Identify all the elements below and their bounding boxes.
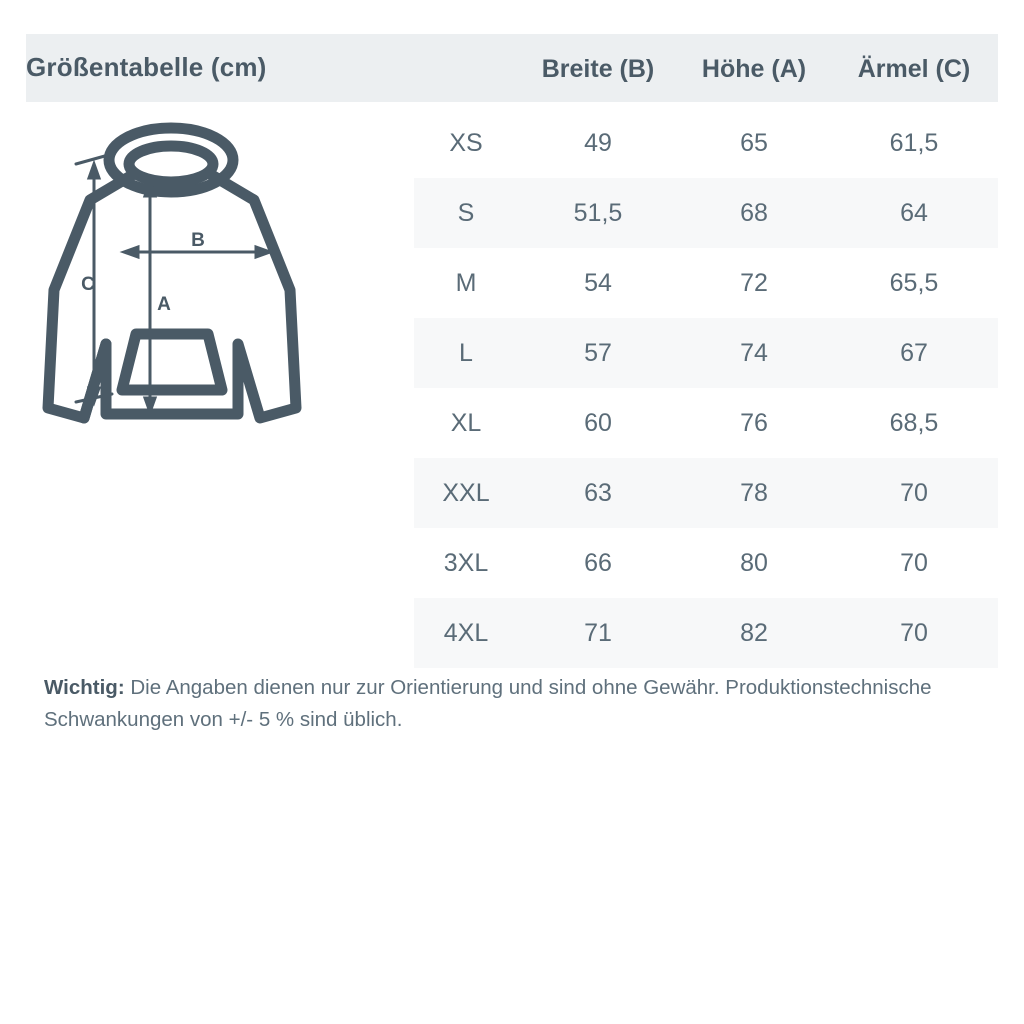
- cell-sleeve: 64: [900, 198, 928, 227]
- cell-width: 63: [584, 478, 612, 507]
- column-header-height: Höhe (A): [701, 54, 807, 83]
- page-title: Größentabelle (cm): [26, 52, 267, 82]
- cell-width: 60: [584, 408, 612, 437]
- table-row: [414, 458, 998, 528]
- cell-size: XL: [450, 408, 482, 437]
- disclaimer-note: [44, 672, 1004, 736]
- cell-sleeve: 70: [900, 618, 928, 647]
- cell-sleeve: 70: [900, 548, 928, 577]
- cell-height: 68: [740, 198, 768, 227]
- cell-width: 51,5: [573, 198, 623, 227]
- cell-sleeve: 61,5: [889, 128, 939, 157]
- cell-height: 65: [740, 128, 768, 157]
- disclaimer-label: Wichtig:: [44, 676, 125, 699]
- cell-width: 54: [584, 268, 612, 297]
- column-headers: [414, 52, 998, 86]
- cell-sleeve: 67: [900, 338, 928, 367]
- size-table: [414, 108, 998, 668]
- label-b: B: [191, 230, 205, 251]
- table-row: [414, 598, 998, 668]
- hoodie-illustration: [26, 112, 414, 462]
- cell-height: 76: [740, 408, 768, 437]
- cell-sleeve: 65,5: [889, 268, 939, 297]
- cell-size: M: [455, 268, 477, 297]
- cell-height: 72: [740, 268, 768, 297]
- column-header-width: Breite (B): [541, 54, 655, 83]
- table-row: [414, 178, 998, 248]
- cell-height: 74: [740, 338, 768, 367]
- label-a: A: [157, 294, 171, 315]
- cell-width: 66: [584, 548, 612, 577]
- cell-size: L: [459, 338, 473, 367]
- cell-width: 57: [584, 338, 612, 367]
- cell-size: S: [457, 198, 475, 227]
- cell-sleeve: 70: [900, 478, 928, 507]
- cell-size: XXL: [442, 478, 490, 507]
- label-c: C: [81, 274, 95, 295]
- cell-height: 82: [740, 618, 768, 647]
- cell-width: 71: [584, 618, 612, 647]
- table-row: [414, 528, 998, 598]
- cell-height: 78: [740, 478, 768, 507]
- table-row: [414, 388, 998, 458]
- cell-size: XS: [449, 128, 483, 157]
- cell-width: 49: [584, 128, 612, 157]
- cell-sleeve: 68,5: [889, 408, 939, 437]
- cell-size: 3XL: [443, 548, 489, 577]
- hoodie-outline-icon: [48, 128, 296, 418]
- table-row: [414, 108, 998, 178]
- cell-size: 4XL: [443, 618, 489, 647]
- table-row: [414, 318, 998, 388]
- table-row: [414, 248, 998, 318]
- column-header-sleeve: Ärmel (C): [857, 54, 971, 83]
- cell-height: 80: [740, 548, 768, 577]
- disclaimer-text: Die Angaben dienen nur zur Orientierung und sind ohne Gewähr. Produktionstechnische Schwankungen von +/- 5 % sind üblich.: [44, 676, 932, 731]
